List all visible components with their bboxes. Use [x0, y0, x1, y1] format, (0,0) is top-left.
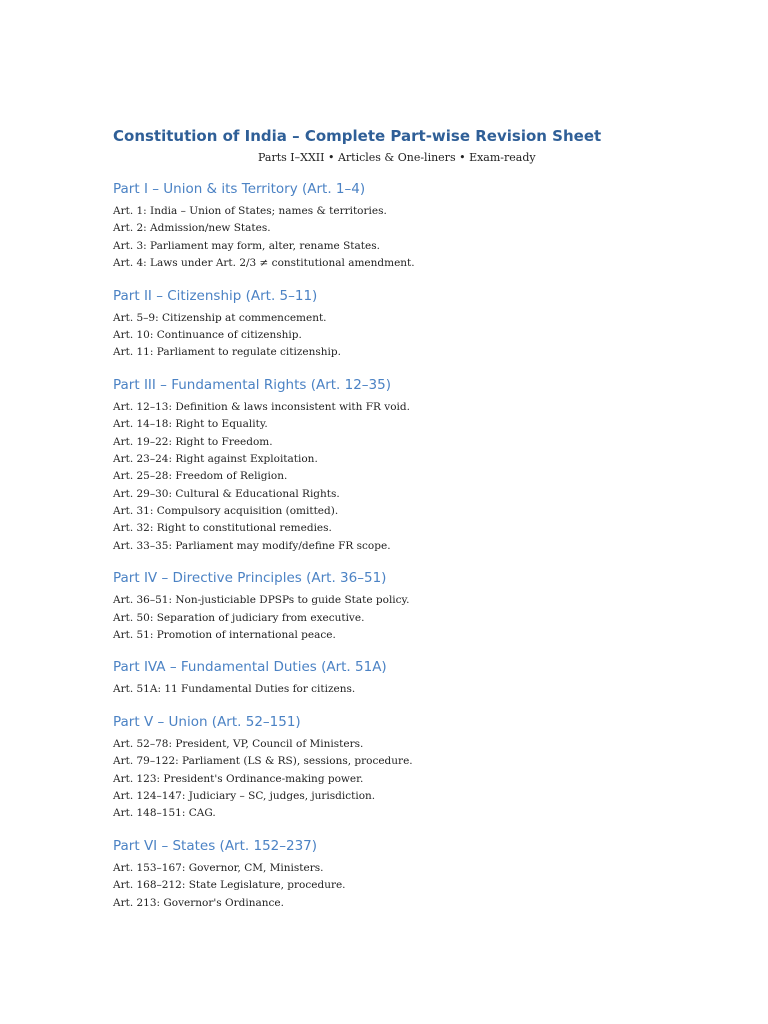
article-line: Art. 14–18: Right to Equality. — [113, 418, 268, 431]
section-heading: Part I – Union & its Territory (Art. 1–4) — [113, 181, 366, 197]
article-list — [113, 736, 673, 823]
article-line: Art. 25–28: Freedom of Religion. — [113, 470, 288, 483]
article-list — [113, 860, 673, 912]
section-heading: Part IV – Directive Principles (Art. 36–51) — [113, 570, 387, 587]
article-line: Art. 153–167: Governor, CM, Ministers. — [113, 861, 324, 874]
article-line: Art. 168–212: State Legislature, procedure. — [113, 879, 346, 892]
section-part-vi — [113, 836, 673, 912]
article-line: Art. 29–30: Cultural & Educational Rights. — [113, 487, 340, 500]
article-list — [113, 310, 673, 362]
article-list — [113, 681, 673, 698]
article-line: Art. 5–9: Citizenship at commencement. — [113, 311, 327, 324]
article-list — [113, 592, 673, 644]
article-list — [113, 203, 673, 273]
article-list — [113, 399, 673, 556]
article-line: Art. 10: Continuance of citizenship. — [113, 328, 302, 341]
document-content — [113, 124, 673, 912]
article-line: Art. 3: Parliament may form, alter, rename States. — [113, 239, 380, 252]
article-line: Art. 23–24: Right against Exploitation. — [113, 452, 318, 465]
article-line: Art. 12–13: Definition & laws inconsistent with FR void. — [113, 400, 410, 413]
article-line: Art. 148–151: CAG. — [113, 807, 216, 820]
article-line: Art. 123: President's Ordinance-making power. — [113, 772, 364, 785]
article-line: Art. 4: Laws under Art. 2/3 ≠ constitutional amendment. — [113, 257, 415, 270]
document-subtitle: Parts I–XXII • Articles & One-liners • Exam-ready — [258, 151, 536, 164]
article-line: Art. 19–22: Right to Freedom. — [113, 435, 273, 448]
article-line: Art. 33–35: Parliament may modify/define FR scope. — [113, 539, 391, 552]
section-part-iva — [113, 657, 673, 698]
article-line: Art. 1: India – Union of States; names & territories. — [113, 205, 387, 217]
section-part-iv — [113, 568, 673, 644]
article-line: Art. 2: Admission/new States. — [113, 222, 271, 235]
document-title: Constitution of India – Complete Part-wise Revision Sheet — [113, 127, 602, 145]
section-part-iii — [113, 375, 673, 556]
article-line: Art. 11: Parliament to regulate citizenship. — [113, 346, 341, 359]
article-line: Art. 213: Governor's Ordinance. — [113, 896, 284, 909]
section-heading: Part III – Fundamental Rights (Art. 12–35) — [113, 376, 391, 393]
article-line: Art. 36–51: Non-justiciable DPSPs to guide State policy. — [113, 594, 410, 607]
section-part-i — [113, 179, 673, 273]
section-heading: Part V – Union (Art. 52–151) — [113, 713, 301, 730]
article-line: Art. 52–78: President, VP, Council of Ministers. — [113, 737, 364, 750]
section-heading: Part IVA – Fundamental Duties (Art. 51A) — [113, 659, 387, 676]
article-line: Art. 32: Right to constitutional remedies. — [113, 522, 332, 535]
article-line: Art. 51A: 11 Fundamental Duties for citizens. — [113, 683, 356, 696]
article-line: Art. 31: Compulsory acquisition (omitted). — [113, 505, 339, 518]
article-line: Art. 50: Separation of judiciary from executive. — [113, 611, 365, 624]
article-line: Art. 51: Promotion of international peace. — [113, 629, 336, 642]
article-line: Art. 79–122: Parliament (LS & RS), sessions, procedure. — [113, 755, 413, 768]
article-line: Art. 124–147: Judiciary – SC, judges, jurisdiction. — [113, 789, 376, 802]
section-heading: Part II – Citizenship (Art. 5–11) — [113, 287, 318, 304]
section-heading: Part VI – States (Art. 152–237) — [113, 837, 318, 854]
section-part-v — [113, 712, 673, 823]
section-part-ii — [113, 286, 673, 362]
